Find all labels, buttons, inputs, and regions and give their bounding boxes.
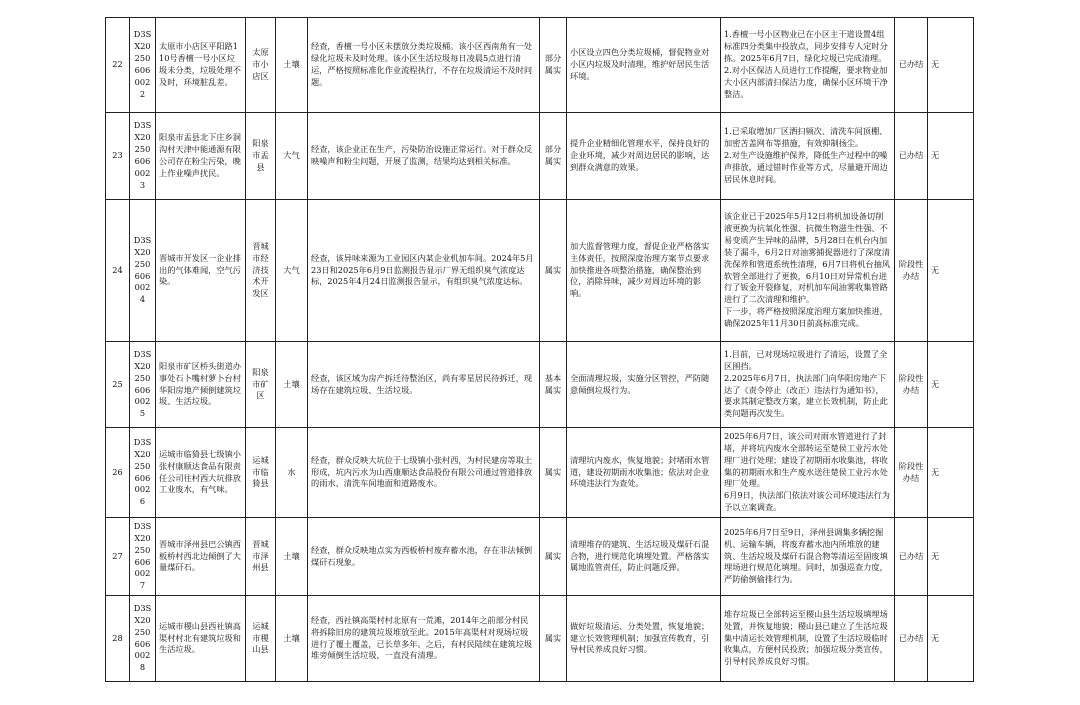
accountability: 无 bbox=[928, 18, 974, 113]
rectification-requirement: 清理堆存的建筑、生活垃圾及煤矸石混合物，进行规范化填埋处置。严格落实属地监管责任，防止问题反弹。 bbox=[567, 518, 721, 596]
row-number: 24 bbox=[106, 200, 130, 342]
table-row bbox=[106, 428, 974, 518]
investigation-result: 经查，群众反映地点实为西板桥村废弃蓄水池，存在非法倾倒煤矸石现象。 bbox=[308, 518, 540, 596]
verdict: 属实 bbox=[540, 200, 567, 342]
rectification-requirement: 清理坑内废水，恢复地貌；封堵雨水管道，建设初期雨水收集池；依法对企业环境违法行为查处。 bbox=[567, 428, 721, 518]
case-code: D3SX202506060028 bbox=[130, 596, 156, 682]
completion-status: 阶段性办结 bbox=[895, 200, 928, 342]
table-row bbox=[106, 113, 974, 200]
region: 运城市临猗县 bbox=[246, 428, 276, 518]
pollution-type: 大气 bbox=[276, 113, 308, 200]
accountability: 无 bbox=[928, 200, 974, 342]
investigation-result: 经查，香檀一号小区未摆放分类垃圾桶。该小区西南角有一处绿化垃圾未及时处理。该小区生活垃圾每日凌晨5点进行清运，严格按照标准化作业流程执行，不存在垃圾清运不及时问题。 bbox=[308, 18, 540, 113]
row-number: 23 bbox=[106, 113, 130, 200]
pollution-type: 土壤 bbox=[276, 342, 308, 428]
completion-status: 阶段性办结 bbox=[895, 342, 928, 428]
completion-status: 已办结 bbox=[895, 518, 928, 596]
complaint-content: 阳泉市盂县北下庄乡洞沟村天津中能通源有限公司存在粉尘污染，晚上作业噪声扰民。 bbox=[156, 113, 246, 200]
complaint-content: 晋城市泽州县巴公镇西板桥村西北边倾倒了大量煤矸石。 bbox=[156, 518, 246, 596]
row-number: 26 bbox=[106, 428, 130, 518]
case-code: D3SX202506060027 bbox=[130, 518, 156, 596]
investigation-result: 经查，该企业正在生产，污染防治设施正常运行。对于群众反映噪声和粉尘问题，开展了监测，结果均达到相关标准。 bbox=[308, 113, 540, 200]
case-code: D3SX202506060023 bbox=[130, 113, 156, 200]
rectification-requirement: 做好垃圾清运、分类处置，恢复地貌；建立长效管理机制；加强宣传教育，引导村民养成良好习惯。 bbox=[567, 596, 721, 682]
complaint-table bbox=[105, 17, 974, 682]
rectification-status: 堆存垃圾已全部转运至稷山县生活垃圾填埋场处置，并恢复地貌；稷山县已建立了生活垃圾集中清运长效管理机制，设置了生活垃圾临时收集点，方便村民投放；加强垃圾分类宣传，引导村民养成良好习惯。 bbox=[721, 596, 895, 682]
pollution-type: 土壤 bbox=[276, 18, 308, 113]
complaint-content: 太原市小店区平阳路110号香檀一号小区垃圾未分类，垃圾处理不及时，环境脏乱差。 bbox=[156, 18, 246, 113]
accountability: 无 bbox=[928, 518, 974, 596]
rectification-requirement: 小区设立四色分类垃圾桶，督促物业对小区内垃圾及时清理，维护好居民生活环境。 bbox=[567, 18, 721, 113]
complaint-content: 阳泉市矿区桥头街道办事处石卜嘴村萝卜台村华阳房地产倾倒建筑垃圾、生活垃圾。 bbox=[156, 342, 246, 428]
completion-status: 已办结 bbox=[895, 113, 928, 200]
rectification-status: 2025年6月7日，该公司对雨水管道进行了封堵，并将坑内废水全部转运至楚侯工业污水处理厂进行处理；建设了初期雨水收集池，将收集的初期雨水和生产废水送往楚侯工业污水处理厂处理。 6月9日，执法部门依法对该公司环境违法行为予以立案调查。 bbox=[721, 428, 895, 518]
table-row bbox=[106, 518, 974, 596]
rectification-status: 1.香檀一号小区物业已在小区主干道设置4组标准四分类集中投放点，同步安排专人定时分拣。2025年6月7日，绿化垃圾已完成清理。 2.对小区保洁人员进行工作提醒，要求物业加大小区内部清扫保洁力度，确保小区环境干净整洁。 bbox=[721, 18, 895, 113]
row-number: 25 bbox=[106, 342, 130, 428]
region: 运城市稷山县 bbox=[246, 596, 276, 682]
table-row bbox=[106, 342, 974, 428]
completion-status: 已办结 bbox=[895, 18, 928, 113]
complaint-content: 运城市稷山县西社镇高渠村村北有建筑垃圾和生活垃圾。 bbox=[156, 596, 246, 682]
region: 晋城市泽州县 bbox=[246, 518, 276, 596]
verdict: 属实 bbox=[540, 596, 567, 682]
investigation-result: 经查，该区域为房产拆迁待整治区，尚有零星居民待拆迁，现场存在建筑垃圾、生活垃圾。 bbox=[308, 342, 540, 428]
row-number: 28 bbox=[106, 596, 130, 682]
verdict: 基本属实 bbox=[540, 342, 567, 428]
investigation-result: 经查，群众反映大坑位于七级镇小张村西，为村民建房等取土形成，坑内污水为山西康顺达食品股份有限公司通过管道排放的雨水、清洗车间地面和道路废水。 bbox=[308, 428, 540, 518]
verdict: 属实 bbox=[540, 428, 567, 518]
complaint-content: 晋城市开发区一企业排出的气体难闻，空气污染。 bbox=[156, 200, 246, 342]
rectification-requirement: 加大监督管理力度，督促企业严格落实主体责任，按照深度治理方案节点要求加快推进各项整治措施，确保整治到位，消除异味，减少对周边环境的影响。 bbox=[567, 200, 721, 342]
case-code: D3SX202506060026 bbox=[130, 428, 156, 518]
accountability: 无 bbox=[928, 342, 974, 428]
verdict: 部分属实 bbox=[540, 18, 567, 113]
rectification-requirement: 全面清理垃圾，实施分区管控，严防随意倾倒垃圾行为。 bbox=[567, 342, 721, 428]
completion-status: 已办结 bbox=[895, 596, 928, 682]
investigation-result: 经查，该异味来源为工业园区内某企业机加车间。2024年5月23日和2025年6月9日监测报告显示厂界无组织臭气浓度达标，2025年4月24日监测报告显示，有组织臭气浓度达标。 bbox=[308, 200, 540, 342]
table-row bbox=[106, 596, 974, 682]
pollution-type: 水 bbox=[276, 428, 308, 518]
region: 太原市小店区 bbox=[246, 18, 276, 113]
table-row bbox=[106, 200, 974, 342]
rectification-status: 该企业已于2025年5月12日将机加设备切削液更换为抗氧化性强、抗微生物滋生性强、不易变质产生异味的品牌，5月28日在机台内加装了漏斗，6月2日对油雾捕捉器进行了深度清洗保养和管道系统性清理，6月7日将机台抽风软管全部进行了更换，6月10日对异常机台进行了钣金开裂修复，对机加车间油雾收集管路进行了二次清理和维护。 下一步，将严格按照深度治理方案加快推进，确保2025年11月30日前高标准完成。 bbox=[721, 200, 895, 342]
case-code: D3SX202506060025 bbox=[130, 342, 156, 428]
region: 阳泉市盂县 bbox=[246, 113, 276, 200]
region: 阳泉市矿区 bbox=[246, 342, 276, 428]
row-number: 22 bbox=[106, 18, 130, 113]
accountability: 无 bbox=[928, 596, 974, 682]
pollution-type: 大气 bbox=[276, 200, 308, 342]
pollution-type: 土壤 bbox=[276, 596, 308, 682]
rectification-status: 1.已采取增加厂区洒扫频次、清洗车间顶棚、加密苫盖网布等措施，有效抑制扬尘。 2.对生产设施维护保养，降低生产过程中的噪声排放，通过错时作业等方式，尽量避开周边居民休息时间。 bbox=[721, 113, 895, 200]
case-code: D3SX202506060022 bbox=[130, 18, 156, 113]
investigation-result: 经查，西社镇高渠村村北原有一荒滩，2014年之前部分村民将拆除旧房的建筑垃圾堆放至此。2015年高渠村对现场垃圾进行了覆土覆盖，已长草多年。之后，有村民陆续在建筑垃圾堆旁倾倒生活垃圾，一直没有清理。 bbox=[308, 596, 540, 682]
case-code: D3SX202506060024 bbox=[130, 200, 156, 342]
verdict: 属实 bbox=[540, 518, 567, 596]
rectification-requirement: 提升企业精细化管理水平，保持良好的企业环境，减少对周边居民的影响，达到群众满意的效果。 bbox=[567, 113, 721, 200]
completion-status: 阶段性办结 bbox=[895, 428, 928, 518]
pollution-type: 土壤 bbox=[276, 518, 308, 596]
complaint-content: 运城市临猗县七级镇小张村康顺达食品有限责任公司往村西大坑排放工业废水，有气味。 bbox=[156, 428, 246, 518]
verdict: 部分属实 bbox=[540, 113, 567, 200]
region: 晋城市经济技术开发区 bbox=[246, 200, 276, 342]
row-number: 27 bbox=[106, 518, 130, 596]
accountability: 无 bbox=[928, 428, 974, 518]
table-row bbox=[106, 18, 974, 113]
rectification-status: 2025年6月7日至9日，泽州县调集多辆挖掘机、运输车辆，将废弃蓄水池内所堆放的建筑、生活垃圾及煤矸石混合物等清运至固废填埋场进行规范化填埋。同时，加强巡查力度，严防偷倒偷排行为。 bbox=[721, 518, 895, 596]
accountability: 无 bbox=[928, 113, 974, 200]
rectification-status: 1.目前，已对现场垃圾进行了清运，设置了全区围挡。 2.2025年6月7日，执法部门向华阳房地产下达了《责令停止（改正）违法行为通知书》，要求其制定整改方案，建立长效机制，防止此类问题再次发生。 bbox=[721, 342, 895, 428]
